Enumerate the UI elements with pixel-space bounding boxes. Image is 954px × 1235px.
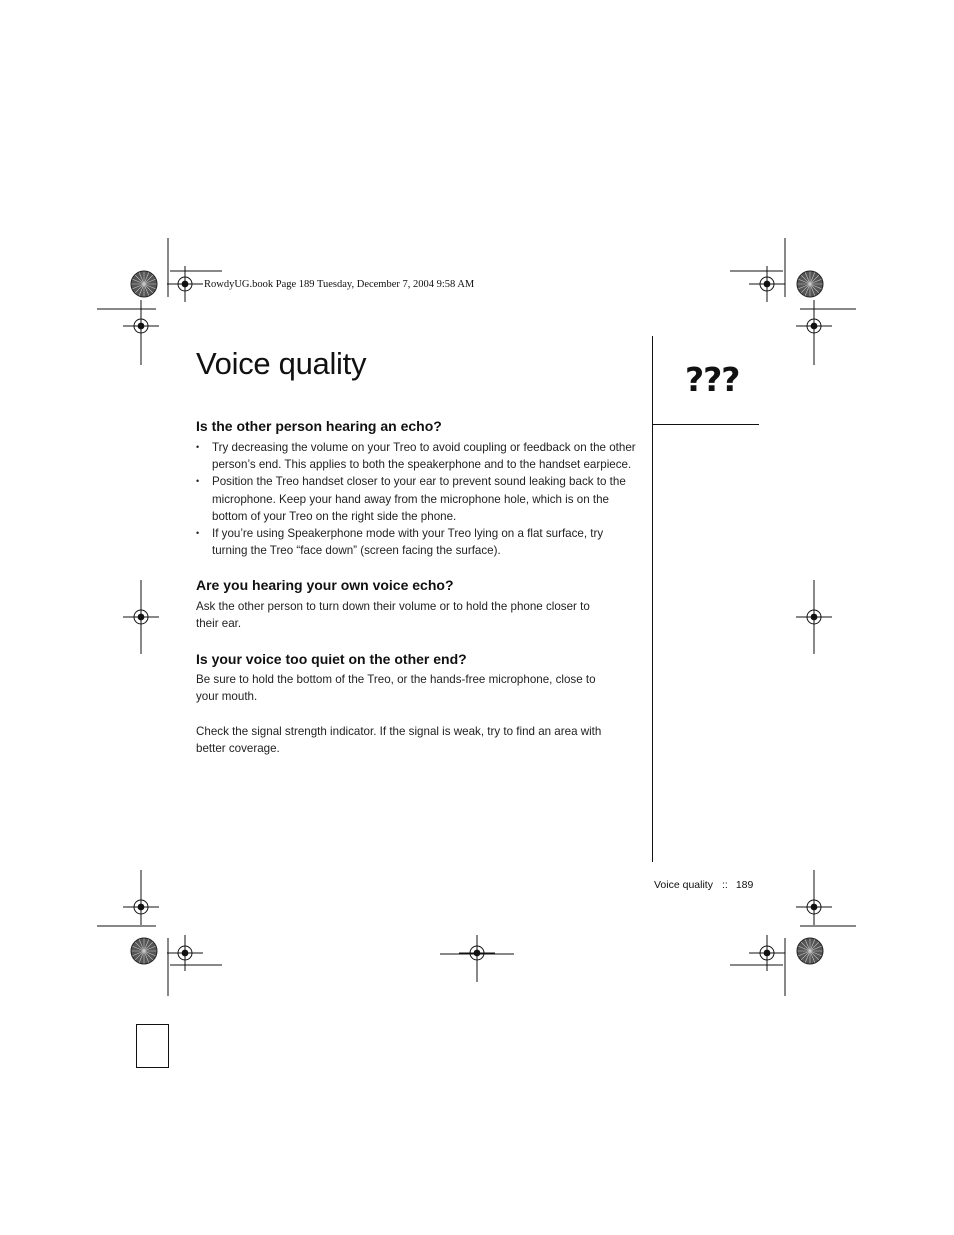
signal-strength-paragraph: Check the signal strength indicator. If the signal is weak, try to find an area with better coverage. <box>196 725 602 756</box>
page-title: Voice quality <box>196 346 367 381</box>
print-header: RowdyUG.book Page 189 Tuesday, December 7, 2004 9:58 AM <box>204 279 475 290</box>
echo-tips-list <box>196 439 642 559</box>
sidebar-horizontal-rule <box>652 424 759 425</box>
page-number: 189 <box>735 879 754 891</box>
question-marks-icon: ??? <box>685 360 740 399</box>
list-item: • Try decreasing the volume on your Treo to avoid coupling or feedback on the other person’s end. This applies to both the speakerphone and to the handset earpiece. <box>196 439 642 473</box>
section-heading-own-voice-echo: Are you hearing your own voice echo? <box>196 577 454 593</box>
section-heading-voice-too-quiet: Is your voice too quiet on the other end? <box>196 651 467 667</box>
sidebar-vertical-rule <box>652 336 653 862</box>
page-footer <box>654 879 753 891</box>
own-voice-echo-paragraph: Ask the other person to turn down their volume or to hold the phone closer to their ear. <box>196 600 590 631</box>
list-item: • Position the Treo handset closer to your ear to prevent sound leaking back to the microphone. Keep your hand away from the microphone hole, which is on the bottom of your Treo on the right side the phone. <box>196 473 642 525</box>
voice-too-quiet-paragraph: Be sure to hold the bottom of the Treo, or the hands-free microphone, close to your mouth. <box>196 673 596 704</box>
footer-section-name: Voice quality <box>654 879 713 891</box>
list-item: • If you’re using Speakerphone mode with your Treo lying on a flat surface, try turning the Treo “face down” (screen facing the surface). <box>196 525 642 559</box>
section-heading-echo: Is the other person hearing an echo? <box>196 418 442 434</box>
footer-separator: :: <box>721 879 728 891</box>
